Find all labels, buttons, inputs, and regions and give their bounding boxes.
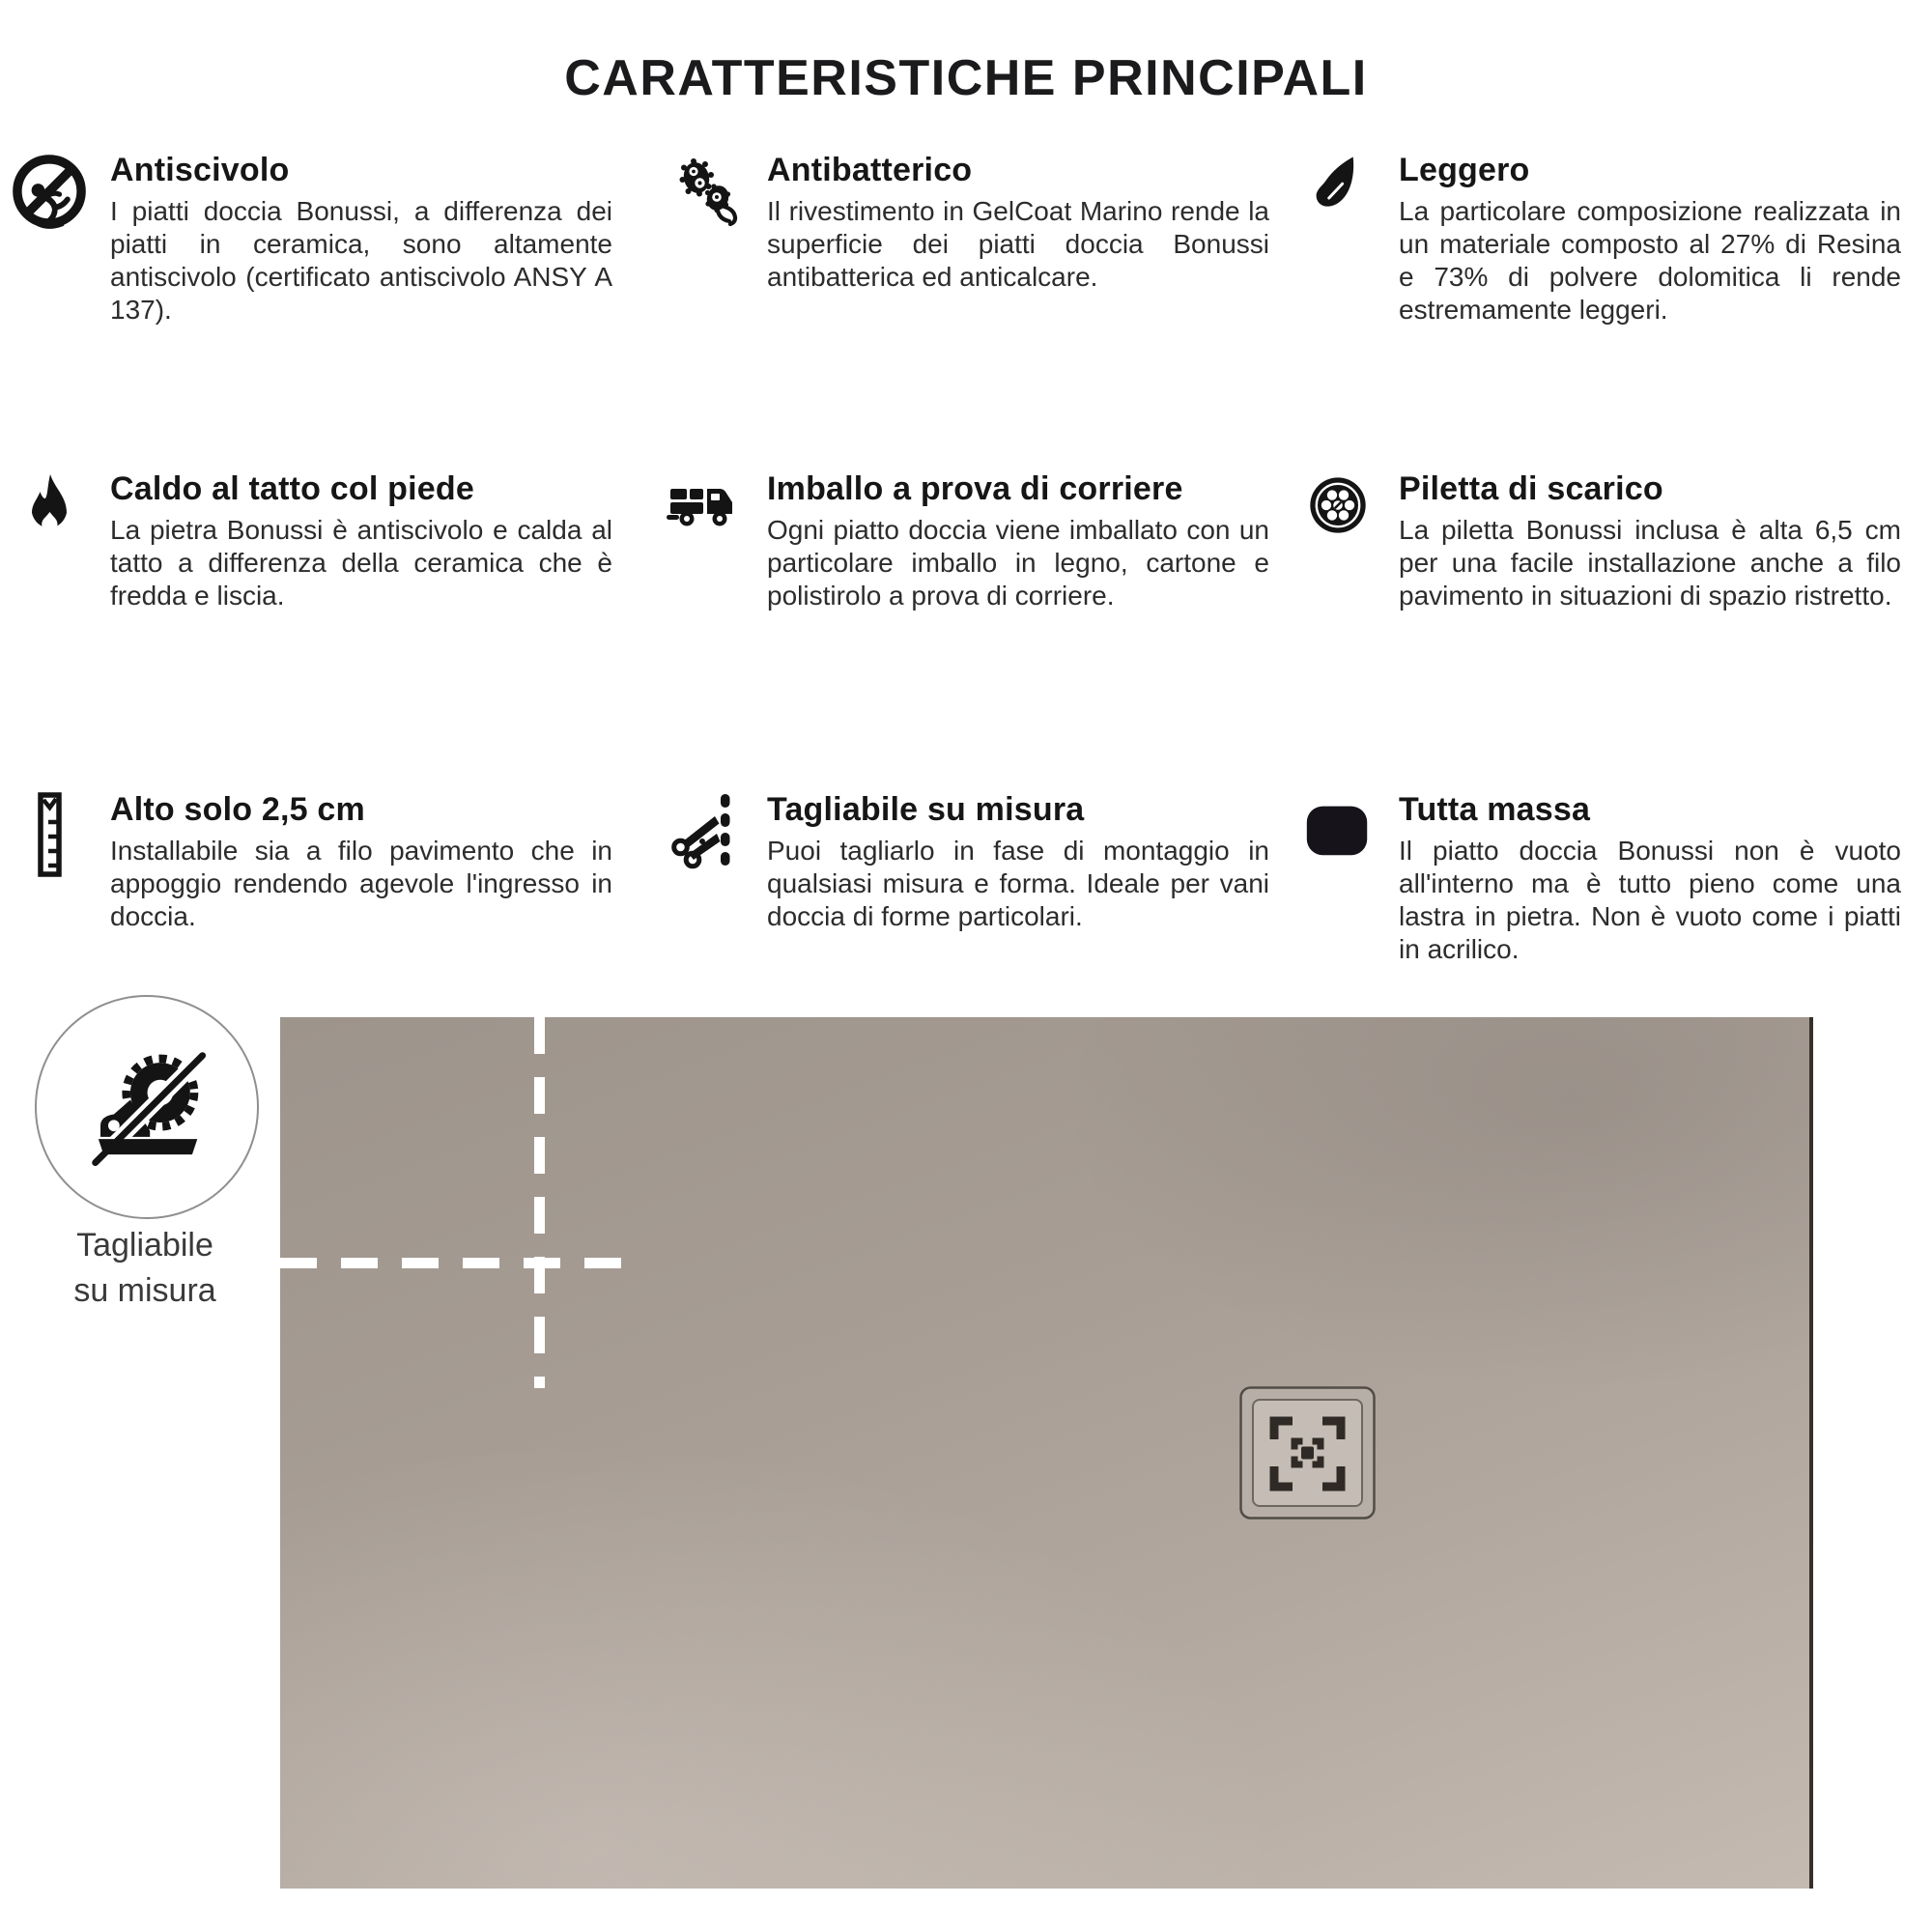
cut-line-horizontal <box>280 1258 645 1268</box>
feature-title: Piletta di scarico <box>1399 470 1663 507</box>
feature-leggero <box>1296 151 1901 327</box>
cuttable-badge <box>35 995 259 1219</box>
feature-title: Antiscivolo <box>110 152 290 188</box>
drain-grate <box>1239 1386 1376 1520</box>
drain-icon <box>1296 469 1379 558</box>
circular-saw-icon <box>70 1030 224 1184</box>
cuttable-caption-line1: Tagliabile <box>76 1227 213 1264</box>
feature-piletta <box>1296 469 1901 612</box>
feature-body: La piletta Bonussi inclusa è alta 6,5 cm per una facile installazione anche a filo pavimento in situazioni di spazio ristretto. <box>1399 515 1901 611</box>
feature-tagliabile <box>665 790 1269 933</box>
feature-title: Tutta massa <box>1399 791 1591 828</box>
feature-body: Il piatto doccia Bonussi non è vuoto all'interno ma è tutto pieno come una lastra in pietra. Non è vuoto come i piatti in acrilico. <box>1399 836 1901 964</box>
feature-title: Alto solo 2,5 cm <box>110 791 365 828</box>
bacteria-icon <box>665 151 748 240</box>
feature-alto-solo <box>8 790 612 933</box>
feature-imballo <box>665 469 1269 612</box>
solid-mass-icon <box>1296 790 1379 879</box>
feature-title: Antibatterico <box>767 152 973 188</box>
feature-body: La particolare composizione realizzata in un materiale composto al 27% di Resina e 73% di polvere dolomitica li rende estremamente leggeri. <box>1399 196 1901 325</box>
page-title: CARATTERISTICHE PRINCIPALI <box>564 49 1368 106</box>
feature-title: Caldo al tatto col piede <box>110 470 474 507</box>
feature-body: Installabile sia a filo pavimento che in appoggio rendendo agevole l'ingresso in doccia. <box>110 836 612 931</box>
truck-icon <box>665 469 748 558</box>
flame-icon <box>8 469 91 558</box>
feature-antibatterico <box>665 151 1269 294</box>
feature-caldo-al-tatto <box>8 469 612 612</box>
cuttable-caption-line2: su misura <box>73 1272 216 1309</box>
feather-icon <box>1296 151 1379 240</box>
feature-title: Leggero <box>1399 152 1530 188</box>
feature-body: I piatti doccia Bonussi, a differenza dei piatti in ceramica, sono altamente antiscivolo (certificato antiscivolo ANSY A 137). <box>110 196 612 325</box>
feature-body: Puoi tagliarlo in fase di montaggio in qualsiasi misura e forma. Ideale per vani doccia di forme particolari. <box>767 836 1269 931</box>
cut-line-vertical <box>534 1017 545 1388</box>
shower-tray-photo <box>280 1017 1813 1889</box>
no-slip-icon <box>8 151 91 240</box>
feature-antiscivolo <box>8 151 612 327</box>
feature-title: Imballo a prova di corriere <box>767 470 1183 507</box>
feature-title: Tagliabile su misura <box>767 791 1085 828</box>
feature-body: La pietra Bonussi è antiscivolo e calda al tatto a differenza della ceramica che è fredda e liscia. <box>110 515 612 611</box>
ruler-icon <box>8 790 91 879</box>
feature-body: Il rivestimento in GelCoat Marino rende la superficie dei piatti doccia Bonussi antibatterica ed anticalcare. <box>767 196 1269 292</box>
scissors-icon <box>665 790 748 879</box>
feature-body: Ogni piatto doccia viene imballato con un particolare imballo in legno, cartone e polistirolo a prova di corriere. <box>767 515 1269 611</box>
cuttable-caption <box>10 1223 280 1314</box>
feature-tutta-massa <box>1296 790 1901 966</box>
